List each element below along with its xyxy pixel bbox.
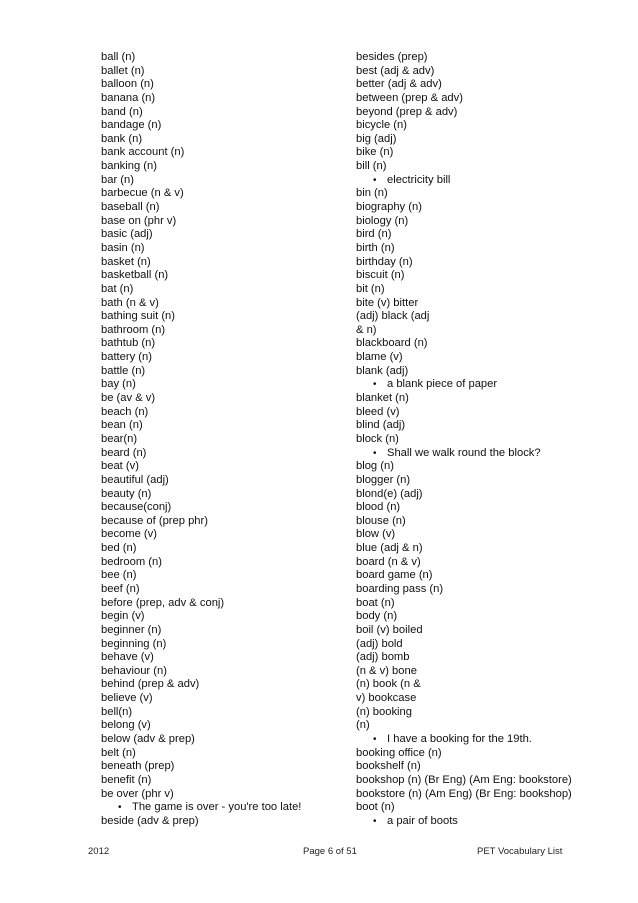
entry-text: blog (n) bbox=[356, 460, 394, 473]
entry-text: besides (prep) bbox=[356, 51, 428, 63]
example-sentence bbox=[356, 815, 626, 829]
entry-text: beef (n) bbox=[101, 582, 140, 595]
vocabulary-entry bbox=[101, 256, 341, 270]
vocabulary-entry bbox=[356, 351, 626, 365]
entry-text: ballet (n) bbox=[101, 64, 145, 77]
entry-text: between (prep & adv) bbox=[356, 91, 463, 104]
entry-text: booking office (n) bbox=[356, 746, 442, 759]
entry-text: The game is over - you're too late! bbox=[132, 801, 302, 814]
right-column bbox=[356, 51, 626, 829]
vocabulary-entry bbox=[101, 146, 341, 160]
entry-text: bear(n) bbox=[101, 432, 138, 445]
vocabulary-entry bbox=[356, 310, 626, 324]
vocabulary-entry bbox=[101, 678, 341, 692]
vocabulary-entry bbox=[356, 324, 626, 338]
vocabulary-entry bbox=[101, 65, 341, 79]
entry-text: basket (n) bbox=[101, 255, 151, 268]
vocabulary-entry bbox=[101, 488, 341, 502]
vocabulary-entry bbox=[356, 106, 626, 120]
entry-text: bathtub (n) bbox=[101, 337, 156, 350]
entry-text: bathing suit (n) bbox=[101, 310, 176, 323]
entry-text: beat (v) bbox=[101, 460, 139, 473]
vocabulary-entry bbox=[356, 160, 626, 174]
entry-text: battle (n) bbox=[101, 364, 146, 377]
vocabulary-entry bbox=[356, 801, 626, 815]
vocabulary-entry bbox=[356, 406, 626, 420]
vocabulary-entry bbox=[356, 256, 626, 270]
entry-text: bookstore (n) (Am Eng) (Br Eng: bookshop) bbox=[356, 787, 572, 800]
entry-text: a pair of boots bbox=[387, 814, 458, 827]
vocabulary-entry bbox=[101, 760, 341, 774]
vocabulary-entry bbox=[101, 310, 341, 324]
entry-text: bicycle (n) bbox=[356, 119, 407, 132]
vocabulary-entry bbox=[101, 474, 341, 488]
entry-text: beautiful (adj) bbox=[101, 473, 169, 486]
entry-text: begin (v) bbox=[101, 610, 145, 623]
bullet-icon: • bbox=[373, 734, 377, 746]
vocabulary-entry bbox=[356, 501, 626, 515]
entry-text: be over (phr v) bbox=[101, 787, 174, 800]
vocabulary-entry bbox=[101, 378, 341, 392]
bullet-icon: • bbox=[373, 379, 377, 391]
example-sentence bbox=[356, 447, 626, 461]
vocabulary-entry bbox=[101, 201, 341, 215]
entry-text: basin (n) bbox=[101, 241, 145, 254]
vocabulary-entry bbox=[356, 706, 626, 720]
vocabulary-entry bbox=[356, 774, 626, 788]
entry-text: bandage (n) bbox=[101, 119, 162, 132]
vocabulary-entry bbox=[101, 419, 341, 433]
entry-text: bookshelf (n) bbox=[356, 760, 421, 773]
entry-text: ball (n) bbox=[101, 51, 136, 63]
entry-text: beside (adv & prep) bbox=[101, 814, 199, 827]
entry-text: blame (v) bbox=[356, 351, 403, 364]
vocabulary-entry bbox=[356, 610, 626, 624]
entry-text: & n) bbox=[356, 323, 377, 336]
vocabulary-entry bbox=[101, 51, 341, 65]
vocabulary-entry bbox=[356, 638, 626, 652]
vocabulary-entry bbox=[356, 651, 626, 665]
entry-text: (adj) bold bbox=[356, 637, 403, 650]
entry-text: bathroom (n) bbox=[101, 323, 166, 336]
entry-text: beginning (n) bbox=[101, 637, 167, 650]
vocabulary-entry bbox=[356, 337, 626, 351]
vocabulary-entry bbox=[356, 242, 626, 256]
vocabulary-entry bbox=[101, 242, 341, 256]
entry-text: bat (n) bbox=[101, 282, 134, 295]
vocabulary-entry bbox=[101, 365, 341, 379]
vocabulary-entry bbox=[356, 474, 626, 488]
entry-text: blind (adj) bbox=[356, 419, 406, 432]
vocabulary-entry bbox=[356, 788, 626, 802]
entry-text: I have a booking for the 19th. bbox=[387, 733, 532, 746]
entry-text: bank account (n) bbox=[101, 146, 185, 159]
vocabulary-entry bbox=[356, 460, 626, 474]
entry-text: bell(n) bbox=[101, 705, 133, 718]
vocabulary-entry bbox=[101, 815, 341, 829]
vocabulary-entry bbox=[101, 774, 341, 788]
vocabulary-entry bbox=[356, 719, 626, 733]
entry-text: blood (n) bbox=[356, 501, 401, 514]
entry-text: v) bookcase bbox=[356, 692, 417, 705]
vocabulary-entry bbox=[101, 78, 341, 92]
example-sentence bbox=[356, 174, 626, 188]
example-sentence bbox=[101, 801, 341, 815]
vocabulary-entry bbox=[356, 665, 626, 679]
entry-text: biology (n) bbox=[356, 214, 409, 227]
entry-text: bike (n) bbox=[356, 146, 394, 159]
entry-text: big (adj) bbox=[356, 132, 397, 145]
entry-text: become (v) bbox=[101, 528, 157, 541]
entry-text: blogger (n) bbox=[356, 473, 411, 486]
entry-text: bird (n) bbox=[356, 228, 392, 241]
vocabulary-entry bbox=[101, 692, 341, 706]
vocabulary-entry bbox=[101, 160, 341, 174]
vocabulary-entry bbox=[101, 597, 341, 611]
bullet-icon: • bbox=[118, 802, 122, 814]
vocabulary-entry bbox=[101, 228, 341, 242]
entry-text: biscuit (n) bbox=[356, 269, 405, 282]
vocabulary-entry bbox=[101, 583, 341, 597]
entry-text: balloon (n) bbox=[101, 78, 154, 91]
entry-text: belt (n) bbox=[101, 746, 136, 759]
entry-text: (n) bbox=[356, 719, 370, 732]
entry-text: blouse (n) bbox=[356, 514, 406, 527]
vocabulary-entry bbox=[356, 119, 626, 133]
vocabulary-entry bbox=[356, 597, 626, 611]
vocabulary-entry bbox=[356, 297, 626, 311]
vocabulary-entry bbox=[101, 133, 341, 147]
entry-text: baseball (n) bbox=[101, 201, 160, 214]
vocabulary-entry bbox=[101, 515, 341, 529]
vocabulary-entry bbox=[101, 92, 341, 106]
entry-text: believe (v) bbox=[101, 692, 153, 705]
entry-text: blanket (n) bbox=[356, 392, 409, 405]
entry-text: because of (prep phr) bbox=[101, 514, 208, 527]
vocabulary-entry bbox=[356, 92, 626, 106]
entry-text: Shall we walk round the block? bbox=[387, 446, 541, 459]
entry-text: benefit (n) bbox=[101, 773, 152, 786]
entry-text: basic (adj) bbox=[101, 228, 153, 241]
entry-text: bookshop (n) (Br Eng) (Am Eng: bookstore) bbox=[356, 773, 572, 786]
vocabulary-entry bbox=[101, 324, 341, 338]
entry-text: bin (n) bbox=[356, 187, 388, 200]
vocabulary-entry bbox=[356, 433, 626, 447]
vocabulary-entry bbox=[356, 283, 626, 297]
entry-text: blank (adj) bbox=[356, 364, 409, 377]
entry-text: beneath (prep) bbox=[101, 760, 175, 773]
vocabulary-entry bbox=[356, 78, 626, 92]
vocabulary-entry bbox=[101, 106, 341, 120]
entry-text: blow (v) bbox=[356, 528, 396, 541]
entry-text: blackboard (n) bbox=[356, 337, 428, 350]
entry-text: banana (n) bbox=[101, 91, 156, 104]
entry-text: boot (n) bbox=[356, 801, 395, 814]
entry-text: boat (n) bbox=[356, 596, 395, 609]
vocabulary-entry bbox=[356, 215, 626, 229]
footer-document-title: PET Vocabulary List bbox=[477, 846, 563, 857]
vocabulary-entry bbox=[101, 174, 341, 188]
entry-text: be (av & v) bbox=[101, 392, 156, 405]
entry-text: block (n) bbox=[356, 432, 399, 445]
entry-text: board (n & v) bbox=[356, 555, 421, 568]
vocabulary-entry bbox=[356, 65, 626, 79]
vocabulary-entry bbox=[356, 528, 626, 542]
entry-text: (n) book (n & bbox=[356, 678, 421, 691]
vocabulary-entry bbox=[356, 515, 626, 529]
footer-page-number: Page 6 of 51 bbox=[303, 846, 357, 857]
entry-text: beach (n) bbox=[101, 405, 149, 418]
vocabulary-entry bbox=[101, 706, 341, 720]
entry-text: (n) booking bbox=[356, 705, 412, 718]
vocabulary-entry bbox=[356, 133, 626, 147]
left-column bbox=[101, 51, 341, 829]
entry-text: birthday (n) bbox=[356, 255, 413, 268]
entry-text: basketball (n) bbox=[101, 269, 169, 282]
entry-text: beard (n) bbox=[101, 446, 147, 459]
entry-text: boarding pass (n) bbox=[356, 582, 444, 595]
entry-text: biography (n) bbox=[356, 201, 422, 214]
vocabulary-entry bbox=[356, 187, 626, 201]
vocabulary-entry bbox=[101, 460, 341, 474]
entry-text: bedroom (n) bbox=[101, 555, 162, 568]
vocabulary-entry bbox=[356, 747, 626, 761]
vocabulary-entry bbox=[101, 501, 341, 515]
vocabulary-entry bbox=[356, 556, 626, 570]
entry-text: bank (n) bbox=[101, 132, 143, 145]
vocabulary-entry bbox=[356, 51, 626, 65]
entry-text: beginner (n) bbox=[101, 623, 162, 636]
entry-text: (adj) black (adj bbox=[356, 310, 430, 323]
vocabulary-entry bbox=[101, 638, 341, 652]
entry-text: bite (v) bitter bbox=[356, 296, 419, 309]
entry-text: blond(e) (adj) bbox=[356, 487, 423, 500]
entry-text: (adj) bomb bbox=[356, 651, 410, 664]
vocabulary-entry bbox=[356, 678, 626, 692]
entry-text: behaviour (n) bbox=[101, 664, 167, 677]
vocabulary-entry bbox=[101, 406, 341, 420]
bullet-icon: • bbox=[373, 815, 377, 827]
vocabulary-entry bbox=[356, 419, 626, 433]
entry-text: before (prep, adv & conj) bbox=[101, 596, 225, 609]
vocabulary-entry bbox=[356, 760, 626, 774]
vocabulary-entry bbox=[101, 610, 341, 624]
example-sentence bbox=[356, 378, 626, 392]
bullet-icon: • bbox=[373, 447, 377, 459]
bullet-icon: • bbox=[373, 174, 377, 186]
vocabulary-entry bbox=[101, 747, 341, 761]
vocabulary-entry bbox=[356, 392, 626, 406]
vocabulary-entry bbox=[101, 392, 341, 406]
entry-text: below (adv & prep) bbox=[101, 733, 195, 746]
vocabulary-entry bbox=[101, 665, 341, 679]
entry-text: because(conj) bbox=[101, 501, 172, 514]
vocabulary-entry bbox=[101, 624, 341, 638]
entry-text: blue (adj & n) bbox=[356, 542, 423, 555]
entry-text: beauty (n) bbox=[101, 487, 152, 500]
vocabulary-entry bbox=[356, 569, 626, 583]
vocabulary-entry bbox=[101, 297, 341, 311]
example-sentence bbox=[356, 733, 626, 747]
entry-text: body (n) bbox=[356, 610, 398, 623]
entry-text: bed (n) bbox=[101, 542, 137, 555]
entry-text: a blank piece of paper bbox=[387, 378, 498, 391]
entry-text: behind (prep & adv) bbox=[101, 678, 200, 691]
entry-text: band (n) bbox=[101, 105, 143, 118]
entry-text: barbecue (n & v) bbox=[101, 187, 184, 200]
entry-text: boil (v) boiled bbox=[356, 623, 423, 636]
entry-text: banking (n) bbox=[101, 160, 157, 173]
vocabulary-entry bbox=[356, 365, 626, 379]
vocabulary-entry bbox=[356, 228, 626, 242]
vocabulary-entry bbox=[101, 283, 341, 297]
vocabulary-entry bbox=[356, 146, 626, 160]
vocabulary-entry bbox=[101, 215, 341, 229]
vocabulary-entry bbox=[101, 187, 341, 201]
entry-text: better (adj & adv) bbox=[356, 78, 442, 91]
footer-year: 2012 bbox=[88, 846, 110, 857]
vocabulary-entry bbox=[101, 556, 341, 570]
entry-text: bit (n) bbox=[356, 282, 385, 295]
vocabulary-entry bbox=[101, 337, 341, 351]
vocabulary-entry bbox=[101, 119, 341, 133]
vocabulary-entry bbox=[356, 488, 626, 502]
entry-text: bill (n) bbox=[356, 160, 387, 173]
entry-text: bean (n) bbox=[101, 419, 143, 432]
vocabulary-entry bbox=[356, 583, 626, 597]
entry-text: bay (n) bbox=[101, 378, 136, 391]
vocabulary-entry bbox=[356, 624, 626, 638]
vocabulary-entry bbox=[356, 692, 626, 706]
vocabulary-entry bbox=[101, 788, 341, 802]
entry-text: best (adj & adv) bbox=[356, 64, 435, 77]
vocabulary-entry bbox=[101, 733, 341, 747]
entry-text: battery (n) bbox=[101, 351, 152, 364]
entry-text: bee (n) bbox=[101, 569, 137, 582]
entry-text: (n & v) bone bbox=[356, 664, 417, 677]
entry-text: bar (n) bbox=[101, 173, 134, 186]
entry-text: behave (v) bbox=[101, 651, 154, 664]
vocabulary-entry bbox=[101, 542, 341, 556]
vocabulary-entry bbox=[101, 269, 341, 283]
vocabulary-entry bbox=[101, 351, 341, 365]
vocabulary-entry bbox=[356, 201, 626, 215]
vocabulary-entry bbox=[101, 719, 341, 733]
vocabulary-entry bbox=[101, 433, 341, 447]
vocabulary-entry bbox=[356, 269, 626, 283]
vocabulary-entry bbox=[356, 542, 626, 556]
vocabulary-entry bbox=[101, 651, 341, 665]
entry-text: beyond (prep & adv) bbox=[356, 105, 458, 118]
vocabulary-entry bbox=[101, 569, 341, 583]
entry-text: bath (n & v) bbox=[101, 296, 159, 309]
entry-text: belong (v) bbox=[101, 719, 151, 732]
entry-text: base on (phr v) bbox=[101, 214, 177, 227]
entry-text: board game (n) bbox=[356, 569, 433, 582]
vocabulary-entry bbox=[101, 528, 341, 542]
vocabulary-entry bbox=[101, 447, 341, 461]
entry-text: birth (n) bbox=[356, 241, 395, 254]
entry-text: bleed (v) bbox=[356, 405, 400, 418]
entry-text: electricity bill bbox=[387, 173, 451, 186]
